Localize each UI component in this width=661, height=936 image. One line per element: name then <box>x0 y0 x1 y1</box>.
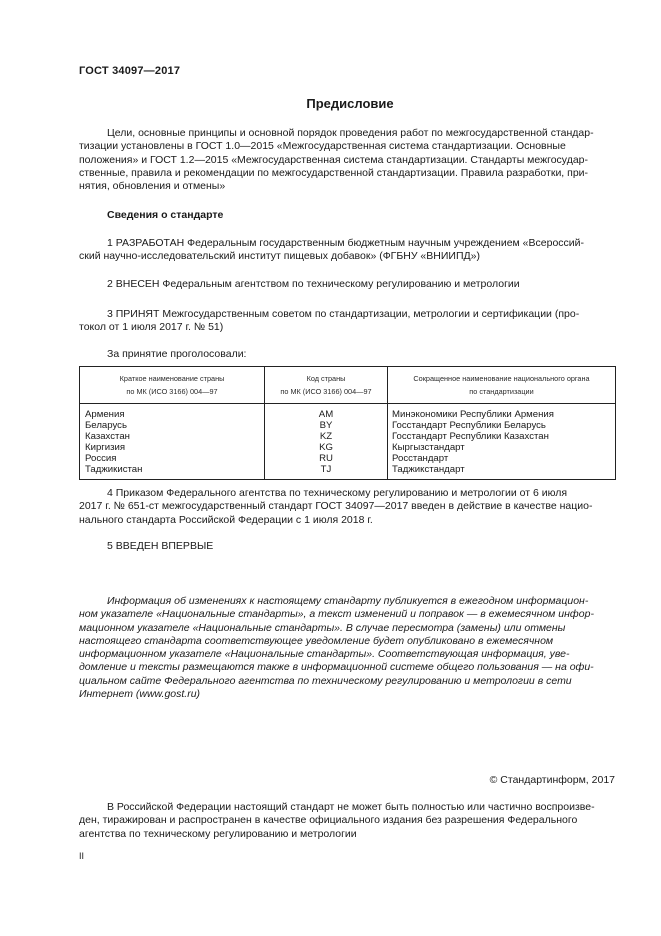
country-cell: Киргизия <box>80 442 265 453</box>
item-line: 5 ВВЕДЕН ВПЕРВЫЕ <box>107 540 214 552</box>
body-cell: Минэкономики Республики Армения <box>388 404 616 421</box>
intro-line: положения» и ГОСТ 1.2—2015 «Межгосударственная система стандартизации. Стандарты межгосудар- <box>79 153 589 166</box>
info-line: информационном указателе «Национальные стандарты». Соответствующая информация, уве- <box>79 648 570 661</box>
country-cell: Россия <box>80 453 265 464</box>
info-line: Интернет (www.gost.ru) <box>79 688 201 701</box>
info-line: циальном сайте Федерального агентства по техническому регулированию и метрологии в сети <box>79 674 572 687</box>
item-line: 2017 г. № 651-ст межгосударственный стандарт ГОСТ 34097—2017 введен в действие в качестве нацио- <box>79 500 593 513</box>
intro-line: нятия, обновления и отмены» <box>79 180 226 193</box>
intro-line: тизации установлены в ГОСТ 1.0—2015 «Межгосударственная система стандартизации. Основные <box>79 140 566 153</box>
table-row <box>80 431 616 442</box>
item-line: нального стандарта Российской Федерации с 1 июля 2018 г. <box>79 513 373 526</box>
code-cell: KG <box>265 442 388 453</box>
table-row <box>80 420 616 431</box>
column-header-line: по МК (ИСО 3166) 004—97 <box>126 387 218 396</box>
voting-countries-table <box>79 366 616 480</box>
rights-line: В Российской Федерации настоящий стандарт не может быть полностью или частично воспроизве- <box>107 801 595 813</box>
column-header-line: по стандартизации <box>469 387 534 396</box>
item-line: 2 ВНЕСЕН Федеральным агентством по техническому регулированию и метрологии <box>107 278 520 290</box>
rights-line: агентства по техническому регулированию и метрологии <box>79 827 357 840</box>
voted-label-block <box>79 348 616 361</box>
column-header-line: Краткое наименование страны <box>119 374 225 383</box>
column-header-line: по МК (ИСО 3166) 004—97 <box>280 387 372 396</box>
body-cell: Росстандарт <box>388 453 616 464</box>
document-header: ГОСТ 34097—2017 <box>79 65 181 77</box>
info-line: домление и тексты размещаются также в информационной системе общего пользования — на офи- <box>79 661 594 674</box>
item-order <box>79 487 616 527</box>
intro-line: Цели, основные принципы и основной порядок проведения работ по межгосударственной стандар- <box>107 127 594 139</box>
column-header-code <box>265 367 388 404</box>
page-number: II <box>79 851 85 861</box>
page-title: Предисловие <box>306 96 394 111</box>
copyright-notice: © Стандартинформ, 2017 <box>489 774 615 786</box>
info-line: мационном указателе «Национальные стандарты». В случае пересмотра (замены) или отмены <box>79 621 566 634</box>
body-cell: Кыргызстандарт <box>388 442 616 453</box>
table-row <box>80 464 616 480</box>
item-line: 4 Приказом Федерального агентства по техническому регулированию и метрологии от 6 июля <box>107 487 568 499</box>
code-cell: BY <box>265 420 388 431</box>
rights-paragraph <box>79 801 616 841</box>
info-line: Информация об изменениях к настоящему стандарту публикуется в ежегодном информацион- <box>107 595 589 607</box>
item-introduced <box>79 278 616 291</box>
info-line: настоящего стандарта соответствующее уведомление будет опубликовано в ежемесячном <box>79 634 554 647</box>
changes-info-paragraph <box>79 595 616 701</box>
table-header-row <box>80 367 616 404</box>
column-header-country <box>80 367 265 404</box>
info-line: ном указателе «Национальные стандарты», а текст изменений и поправок — в ежемесячном инфор- <box>79 608 594 621</box>
column-header-line: Сокращенное наименование национального органа <box>413 374 590 383</box>
intro-line: ственные, правила и рекомендации по межгосударственной стандартизации. Правила разработки, при- <box>79 166 589 179</box>
standard-info-heading: Сведения о стандарте <box>107 209 224 221</box>
code-cell: AM <box>265 404 388 421</box>
item-first-introduced <box>79 540 616 553</box>
intro-paragraph <box>79 127 616 193</box>
country-cell: Армения <box>80 404 265 421</box>
column-header-body <box>388 367 616 404</box>
voted-label: За принятие проголосовали: <box>107 348 247 360</box>
table-row <box>80 404 616 421</box>
country-cell: Таджикистан <box>80 464 265 480</box>
item-adopted <box>79 308 616 335</box>
country-cell: Казахстан <box>80 431 265 442</box>
body-cell: Госстандарт Республики Казахстан <box>388 431 616 442</box>
body-cell: Таджикстандарт <box>388 464 616 480</box>
item-line: токол от 1 июля 2017 г. № 51) <box>79 321 224 334</box>
rights-line: ден, тиражирован и распространен в качестве официального издания без разрешения Федерального <box>79 814 578 827</box>
code-cell: RU <box>265 453 388 464</box>
country-cell: Беларусь <box>80 420 265 431</box>
item-developed <box>79 237 616 264</box>
item-line: 3 ПРИНЯТ Межгосударственным советом по стандартизации, метрологии и сертификации (про- <box>107 308 580 320</box>
table-row <box>80 453 616 464</box>
item-line: 1 РАЗРАБОТАН Федеральным государственным бюджетным научным учреждением «Всероссий- <box>107 237 585 249</box>
body-cell: Госстандарт Республики Беларусь <box>388 420 616 431</box>
item-line: ский научно-исследовательский институт пищевых добавок» (ФГБНУ «ВНИИПД») <box>79 250 480 263</box>
code-cell: KZ <box>265 431 388 442</box>
table-row <box>80 442 616 453</box>
code-cell: TJ <box>265 464 388 480</box>
column-header-line: Код страны <box>306 374 346 383</box>
